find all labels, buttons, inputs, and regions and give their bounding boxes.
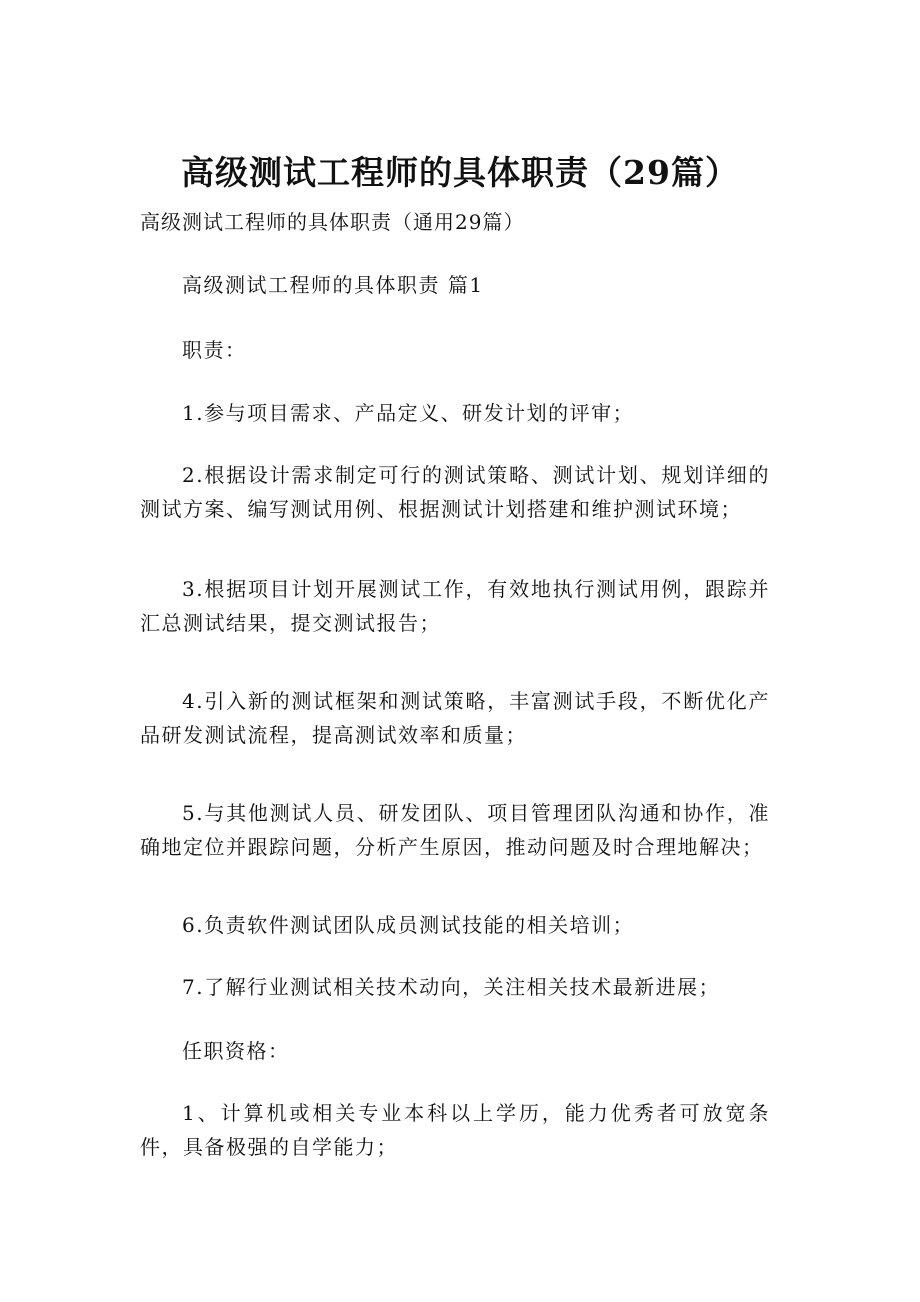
duty-item-2: 2.根据设计需求制定可行的测试策略、测试计划、规划详细的测试方案、编写测试用例、根据测试计划搭建和维护测试环境； [140, 463, 770, 521]
duties-heading: 职责： [182, 338, 247, 362]
section-heading: 高级测试工程师的具体职责 篇1 [182, 273, 484, 297]
document-title: 高级测试工程师的具体职责（29篇） [181, 153, 739, 192]
duty-item-6: 6.负责软件测试团队成员测试技能的相关培训； [182, 913, 635, 937]
qualifications-heading: 任职资格： [182, 1039, 290, 1063]
document-subtitle: 高级测试工程师的具体职责（通用29篇） [140, 210, 525, 234]
duty-item-3: 3.根据项目计划开展测试工作，有效地执行测试用例，跟踪并汇总测试结果，提交测试报告； [140, 577, 770, 635]
duty-item-1: 1.参与项目需求、产品定义、研发计划的评审； [182, 401, 635, 425]
duty-item-5: 5.与其他测试人员、研发团队、项目管理团队沟通和协作，准确地定位并跟踪问题，分析产生原因，推动问题及时合理地解决； [140, 801, 770, 859]
qualification-item-1: 1、计算机或相关专业本科以上学历，能力优秀者可放宽条件，具备极强的自学能力； [140, 1101, 770, 1159]
duty-item-7: 7.了解行业测试相关技术动向，关注相关技术最新进展； [182, 975, 721, 999]
duty-item-4: 4.引入新的测试框架和测试策略，丰富测试手段，不断优化产品研发测试流程，提高测试效率和质量； [140, 689, 770, 747]
